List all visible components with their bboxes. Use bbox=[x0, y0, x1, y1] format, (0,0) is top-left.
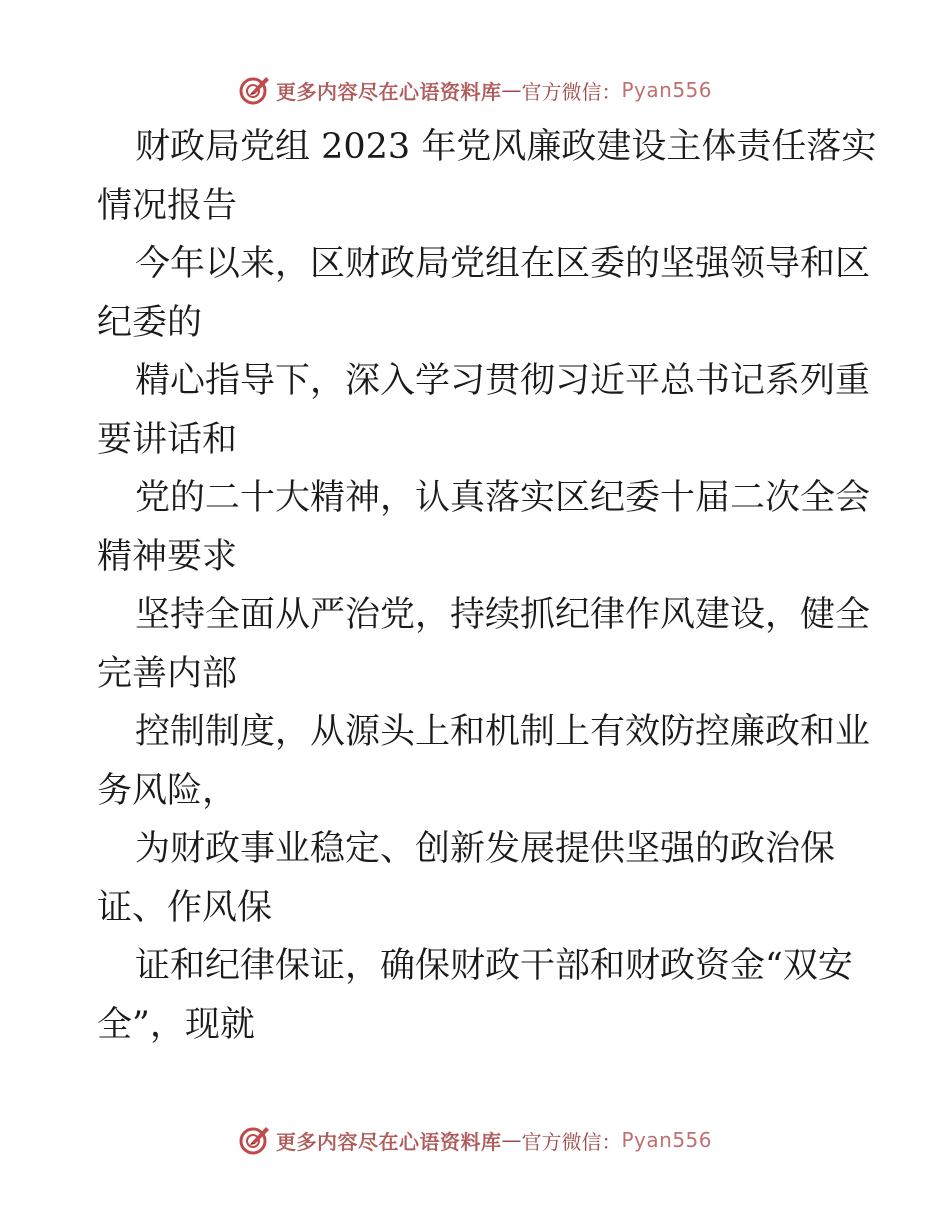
paragraph-line: 证、作风保 bbox=[97, 887, 273, 928]
paragraph-line: 证和纪律保证，确保财政干部和财政资金“双安 bbox=[135, 946, 853, 986]
banner-wechat-label: 官方微信： bbox=[521, 1129, 622, 1154]
paragraph-line: 今年以来，区财政局党组在区委的坚强领导和区 bbox=[135, 244, 871, 284]
paragraph-line: 全”，现就 bbox=[97, 1004, 255, 1045]
pen-logo-icon bbox=[238, 1123, 272, 1157]
paragraph-line: 坚持全面从严治党，持续抓纪律作风建设，健全 bbox=[135, 595, 871, 635]
document-body bbox=[97, 118, 877, 1054]
footer-banner bbox=[0, 1120, 950, 1160]
banner-dash: — bbox=[501, 1128, 522, 1152]
header-banner bbox=[0, 70, 950, 110]
document-title-line: 财政局党组 2023 年党风廉政建设主体责任落实 bbox=[135, 127, 877, 167]
banner-wechat-account: Pyan556 bbox=[621, 1128, 712, 1152]
banner-title: 更多内容尽在心语资料库 bbox=[275, 79, 502, 104]
banner-title: 更多内容尽在心语资料库 bbox=[275, 1129, 502, 1154]
paragraph-line: 务风险， bbox=[97, 770, 238, 811]
paragraph-line: 要讲话和 bbox=[97, 419, 238, 460]
banner-wechat-account: Pyan556 bbox=[621, 78, 712, 102]
paragraph-line: 控制制度，从源头上和机制上有效防控廉政和业 bbox=[135, 712, 871, 752]
paragraph-line: 为财政事业稳定、创新发展提供坚强的政治保 bbox=[135, 829, 836, 869]
banner-wechat-label: 官方微信： bbox=[521, 79, 622, 104]
paragraph-line: 纪委的 bbox=[97, 302, 203, 343]
paragraph-line: 精心指导下，深入学习贯彻习近平总书记系列重 bbox=[135, 361, 871, 401]
document-title-line: 情况报告 bbox=[97, 185, 238, 226]
paragraph-line: 党的二十大精神，认真落实区纪委十届二次全会 bbox=[135, 478, 871, 518]
paragraph-line: 精神要求 bbox=[97, 536, 238, 577]
paragraph-line: 完善内部 bbox=[97, 653, 238, 694]
pen-logo-icon bbox=[238, 73, 272, 107]
banner-dash: — bbox=[501, 78, 522, 102]
